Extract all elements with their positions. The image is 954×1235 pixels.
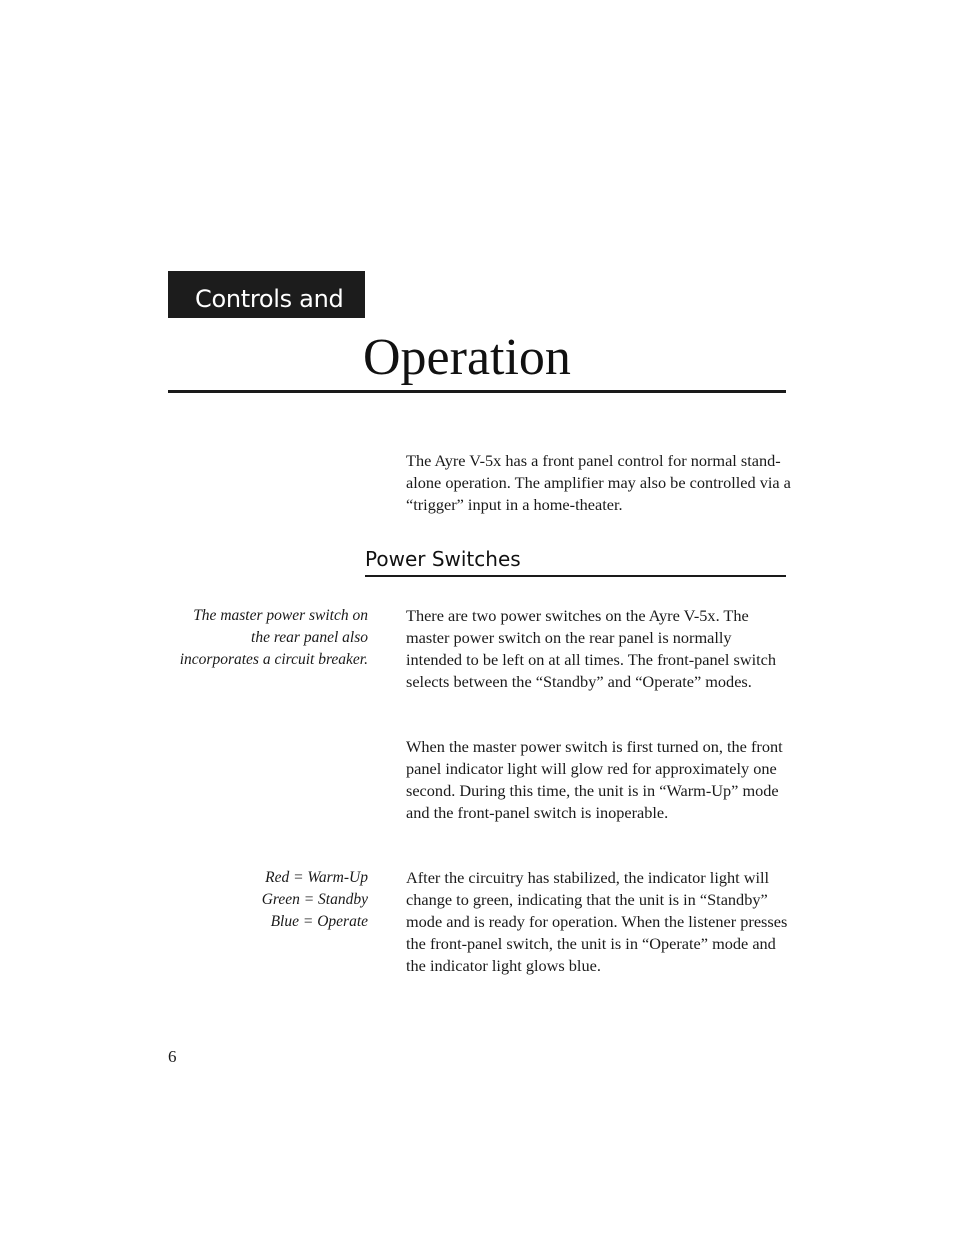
chapter-title: Operation [363,329,571,386]
section-divider [365,575,786,577]
power-switches-paragraph-1: There are two power switches on the Ayre V-5x. The master power switch on the rear panel is normally intended to be left on at all times. The front-panel switch selects between the “Standby” and “Operate” modes. [406,606,776,691]
power-switches-paragraph-3: After the circuitry has stabilized, the indicator light will change to green, indicating that the unit is in “Standby” mode and is ready for operation. When the listener presses the front-panel switch, the unit is in “Operate” mode and the indicator light glows blue. [406,868,788,975]
chapter-tab: Controls and [168,271,365,318]
side-note-line: The master power switch on [193,607,368,624]
side-note-line: Blue = Operate [270,912,368,930]
power-switches-paragraph-2: When the master power switch is first turned on, the front panel indicator light will glow red for approximately one second. During this time, the unit is in “Warm-Up” mode and the front-panel switch is inoperable. [406,737,783,822]
side-note-line: Green = Standby [261,890,368,908]
side-note-line: incorporates a circuit breaker. [179,650,368,668]
side-note-line: Red = Warm-Up [265,869,368,886]
side-note-master-switch [168,605,368,671]
page-number: 6 [168,1047,177,1066]
intro-paragraph: The Ayre V-5x has a front panel control for normal stand-alone operation. The amplifier may also be controlled via a “trigger” input in a home-theater. [406,451,791,514]
side-note-line: the rear panel also [251,628,368,646]
side-note-indicator-colors [168,867,368,933]
section-heading-power-switches: Power Switches [365,547,521,571]
title-divider [168,390,786,393]
